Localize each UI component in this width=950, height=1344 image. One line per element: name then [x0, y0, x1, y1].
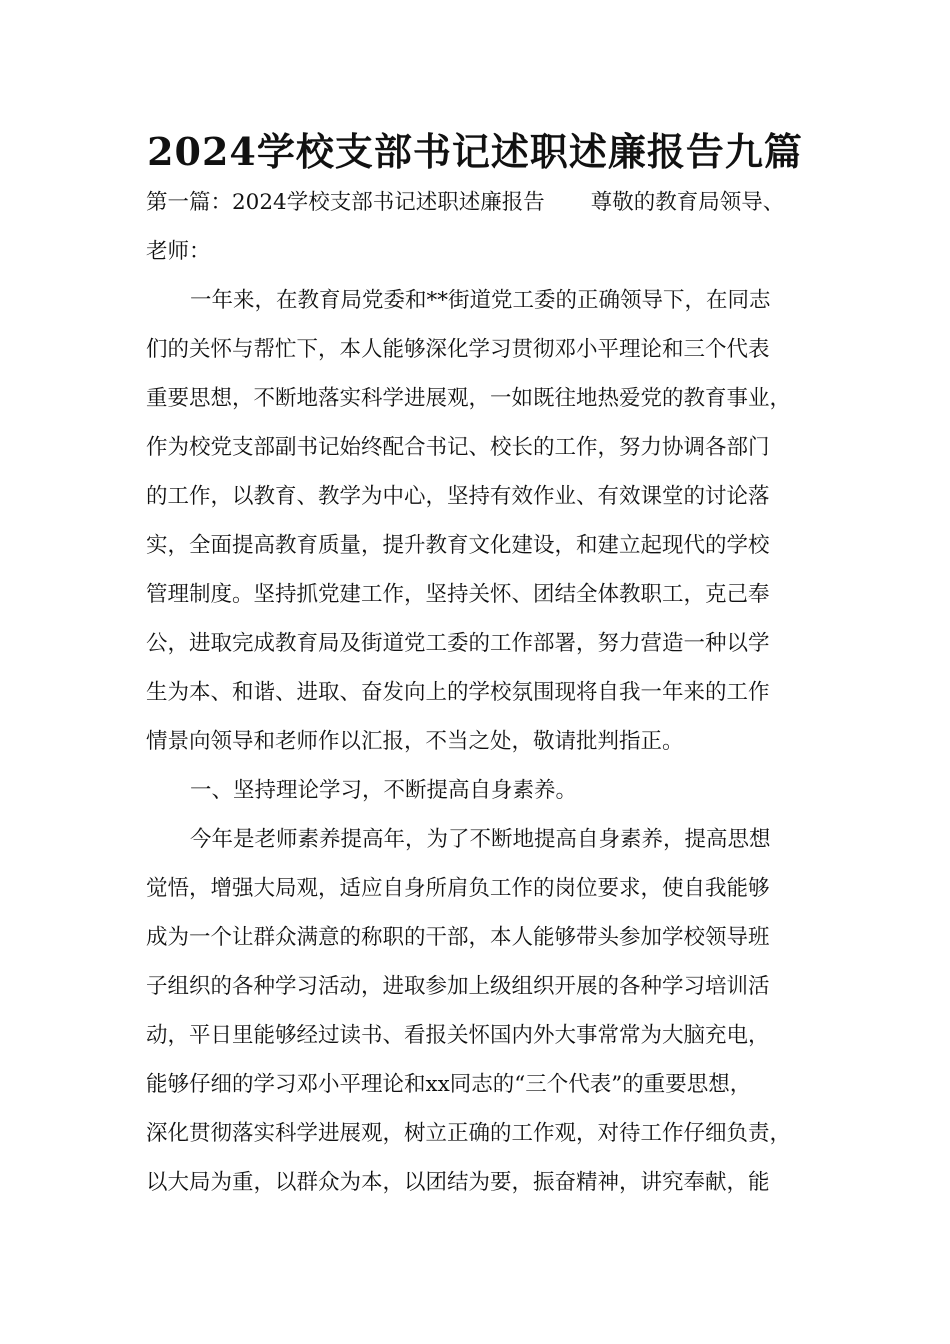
text-line: 以大局为重，以群众为本，以团结为要，振奋精神，讲究奉献，能 [146, 1170, 770, 1195]
text-line: 动，平日里能够经过读书、看报关怀国内外大事常常为大脑充电， [146, 1023, 770, 1048]
text-line: 情景向领导和老师作以汇报，不当之处，敬请批判指正。 [146, 729, 684, 754]
section-heading: 一、坚持理论学习，不断提高自身素养。 [190, 778, 578, 803]
text-line: 一年来，在教育局党委和**街道党工委的正确领导下，在同志 [190, 288, 771, 313]
text-line: 重要思想，不断地落实科学进展观，一如既往地热爱党的教育事业， [146, 386, 792, 411]
document-title: 2024学校支部书记述职述廉报告九篇 [147, 129, 803, 174]
salutation: 尊敬的教育局领导、 [590, 190, 785, 215]
text-line: 实，全面提高教育质量，提升教育文化建设，和建立起现代的学校 [146, 533, 770, 558]
text-line: 的工作，以教育、教学为中心，坚持有效作业、有效课堂的讨论落 [146, 484, 770, 509]
text-line: 生为本、和谐、进取、奋发向上的学校氛围现将自我一年来的工作 [146, 680, 770, 705]
text-line: 今年是老师素养提高年，为了不断地提高自身素养，提高思想 [190, 827, 771, 852]
text-line: 深化贯彻落实科学进展观，树立正确的工作观，对待工作仔细负责， [146, 1121, 792, 1146]
text-line: 公，进取完成教育局及街道党工委的工作部署，努力营造一种以学 [146, 631, 770, 656]
text-line [146, 188, 784, 218]
section-heading: 第一篇：2024学校支部书记述职述廉报告 [146, 190, 545, 215]
text-line: 觉悟，增强大局观，适应自身所肩负工作的岗位要求，使自我能够 [146, 876, 770, 901]
text-line: 能够仔细的学习邓小平理论和xx同志的“三个代表”的重要思想， [146, 1072, 752, 1097]
text-line: 老师： [146, 239, 211, 264]
text-line: 管理制度。坚持抓党建工作，坚持关怀、团结全体教职工，克己奉 [146, 582, 770, 607]
text-line: 成为一个让群众满意的称职的干部，本人能够带头参加学校领导班 [146, 925, 770, 950]
text-line: 子组织的各种学习活动，进取参加上级组织开展的各种学习培训活 [146, 974, 770, 999]
text-line: 们的关怀与帮忙下，本人能够深化学习贯彻邓小平理论和三个代表 [146, 337, 770, 362]
text-line: 作为校党支部副书记始终配合书记、校长的工作，努力协调各部门 [146, 435, 770, 460]
